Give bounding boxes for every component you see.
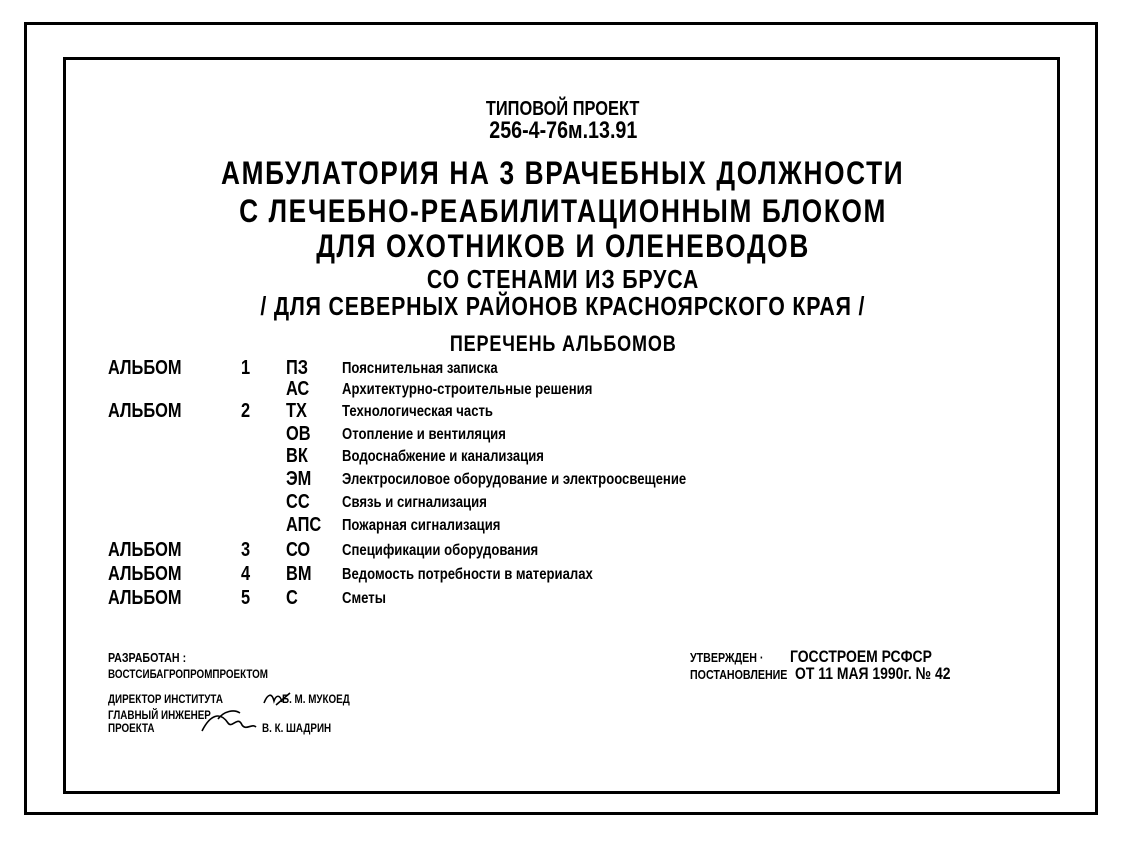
album-label: АЛЬБОМ xyxy=(108,587,182,609)
engineer-label-2: ПРОЕКТА xyxy=(108,721,155,735)
album-number: 3 xyxy=(241,539,251,561)
section-code: С xyxy=(286,587,298,609)
developer-org: ВОСТСИБАГРОПРОМПРОЕКТОМ xyxy=(108,667,268,681)
section-code: ЭМ xyxy=(286,468,312,490)
section-code: ПЗ xyxy=(286,357,309,379)
section-code: ТХ xyxy=(286,400,307,422)
decree-label: ПОСТАНОВЛЕНИЕ xyxy=(690,667,788,682)
album-label: АЛЬБОМ xyxy=(108,357,182,379)
section-description: Пояснительная записка xyxy=(342,360,498,377)
section-code: АС xyxy=(286,378,310,400)
section-description: Водоснабжение и канализация xyxy=(342,448,544,465)
album-number: 2 xyxy=(241,400,251,422)
title-line-5: / ДЛЯ СЕВЕРНЫХ РАЙОНОВ КРАСНОЯРСКОГО КРАЯ / xyxy=(260,291,866,321)
section-description: Пожарная сигнализация xyxy=(342,517,501,534)
albums-title: ПЕРЕЧЕНЬ АЛЬБОМОВ xyxy=(449,331,677,356)
director-label: ДИРЕКТОР ИНСТИТУТА xyxy=(108,692,223,706)
section-description: Отопление и вентиляция xyxy=(342,426,506,443)
project-type: ТИПОВОЙ ПРОЕКТ xyxy=(486,98,640,120)
section-code: ОВ xyxy=(286,423,311,445)
developer-label: РАЗРАБОТАН : xyxy=(108,650,187,665)
album-number: 1 xyxy=(241,357,251,379)
approval-org: ГОССТРОЕМ РСФСР xyxy=(790,647,932,666)
section-code: СС xyxy=(286,491,310,513)
engineer-name: В. К. ШАДРИН xyxy=(262,721,332,735)
album-label: АЛЬБОМ xyxy=(108,539,182,561)
project-number: 256-4-76м.13.91 xyxy=(488,117,638,144)
section-description: Электросиловое оборудование и электроосвещение xyxy=(342,471,687,488)
album-number: 5 xyxy=(241,587,251,609)
section-description: Технологическая часть xyxy=(342,403,494,420)
engineer-label-1: ГЛАВНЫЙ ИНЖЕНЕР xyxy=(108,708,211,722)
section-description: Сметы xyxy=(342,590,386,607)
director-name: Б. М. МУКОЕД xyxy=(282,692,350,706)
director-signature xyxy=(262,691,292,707)
section-description: Ведомость потребности в материалах xyxy=(342,566,593,583)
section-description: Архитектурно-строительные решения xyxy=(342,381,593,398)
album-label: АЛЬБОМ xyxy=(108,563,182,585)
section-code: ВК xyxy=(286,445,308,467)
engineer-signature xyxy=(198,707,258,735)
section-code: ВМ xyxy=(286,563,312,585)
album-label: АЛЬБОМ xyxy=(108,400,182,422)
section-code: СО xyxy=(286,539,311,561)
section-code: АПС xyxy=(286,514,322,536)
title-line-1: АМБУЛАТОРИЯ НА 3 ВРАЧЕБНЫХ ДОЛЖНОСТИ xyxy=(221,155,905,191)
title-line-2: С ЛЕЧЕБНО-РЕАБИЛИТАЦИОННЫМ БЛОКОМ xyxy=(239,193,887,229)
section-description: Спецификации оборудования xyxy=(342,542,539,559)
title-line-4: СО СТЕНАМИ ИЗ БРУСА xyxy=(426,264,700,294)
approval-label: УТВЕРЖДЕН · xyxy=(690,650,764,665)
title-line-3: ДЛЯ ОХОТНИКОВ И ОЛЕНЕВОДОВ xyxy=(316,228,810,264)
decree-text: ОТ 11 МАЯ 1990г. № 42 xyxy=(795,664,951,683)
album-number: 4 xyxy=(241,563,251,585)
section-description: Связь и сигнализация xyxy=(342,494,487,511)
